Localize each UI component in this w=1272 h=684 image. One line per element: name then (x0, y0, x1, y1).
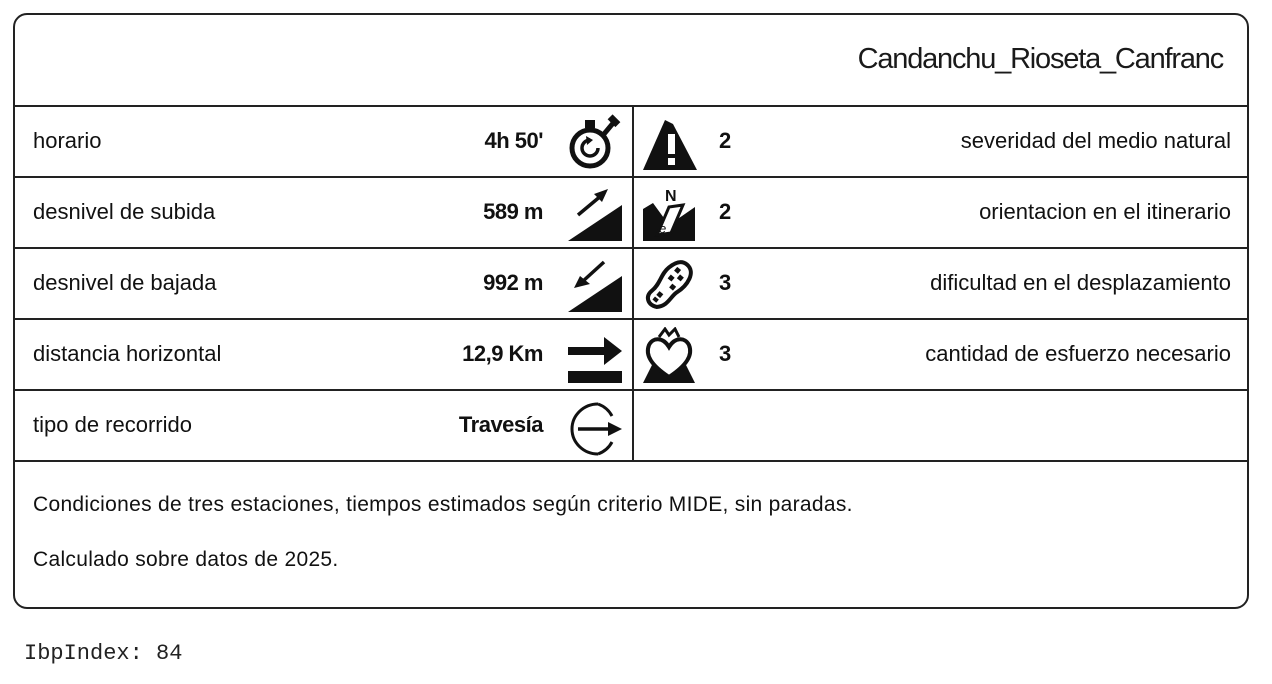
route-title: Candanchu_Rioseta_Canfranc (857, 43, 1223, 75)
mide-label: dificultad en el desplazamiento (930, 270, 1231, 295)
svg-text:N: N (665, 188, 677, 205)
ibp-index: IbpIndex: 84 (24, 641, 183, 666)
row-value: 12,9 Km (462, 341, 543, 366)
mide-value: 3 (719, 270, 732, 295)
stopwatch-icon (566, 114, 624, 172)
row-value: Travesía (458, 412, 543, 437)
row-label: tipo de recorrido (33, 412, 192, 437)
row-value: 4h 50' (484, 128, 543, 153)
descent-icon (566, 256, 624, 314)
notes-section (33, 493, 853, 603)
svg-text:e: e (659, 221, 667, 236)
row-label: horario (33, 128, 102, 153)
footprint-icon (639, 256, 699, 314)
mide-value: 2 (719, 128, 732, 153)
column-divider (632, 107, 634, 460)
mide-label: cantidad de esfuerzo necesario (925, 341, 1231, 366)
row-label: desnivel de bajada (33, 270, 217, 295)
compass-orientation-icon (639, 185, 699, 243)
note-conditions: Condiciones de tres estaciones, tiempos estimados según criterio MIDE, sin paradas. (33, 493, 853, 516)
mide-label: orientacion en el itinerario (979, 199, 1231, 224)
info-row-desnivel-subida (15, 178, 1247, 249)
mide-label: severidad del medio natural (960, 128, 1231, 153)
route-type-icon (566, 398, 624, 456)
row-value: 992 m (483, 270, 543, 295)
hazard-mountain-icon (639, 114, 699, 172)
title-row (15, 15, 1247, 107)
mide-value: 3 (719, 341, 732, 366)
route-info-card (13, 13, 1249, 609)
ascent-icon (566, 185, 624, 243)
distance-arrow-icon (566, 327, 624, 385)
info-row-tipo-recorrido (15, 391, 1247, 462)
effort-heart-icon (639, 327, 699, 385)
mide-value: 2 (719, 199, 732, 224)
info-row-distancia (15, 320, 1247, 391)
info-row-desnivel-bajada (15, 249, 1247, 320)
row-label: desnivel de subida (33, 199, 216, 224)
row-value: 589 m (483, 199, 543, 224)
row-label: distancia horizontal (33, 341, 222, 366)
note-calculation: Calculado sobre datos de 2025. (33, 548, 339, 571)
info-row-horario (15, 107, 1247, 178)
